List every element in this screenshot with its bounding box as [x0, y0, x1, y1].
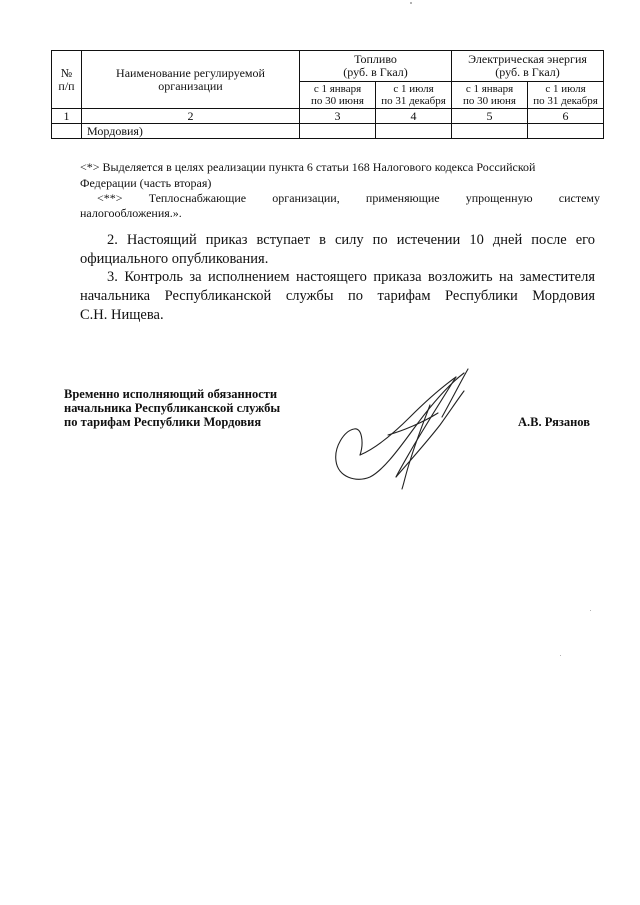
signatory-position-line: начальника Республиканской службы: [64, 401, 281, 415]
row-num-cell: [52, 124, 82, 139]
table-index-row: [52, 109, 604, 124]
signatory-position-line: по тарифам Республики Мордовия: [64, 415, 262, 429]
tariff-table: [51, 50, 604, 139]
table-row: [52, 124, 604, 139]
index-cell: 5: [452, 109, 528, 124]
row-value-cell: [452, 124, 528, 139]
index-cell: 1: [52, 109, 82, 124]
paragraph-2-line-2: официального опубликования.: [80, 251, 269, 267]
footnote-1-line-1: <*> Выделяется в целях реализации пункта 6 статьи 168 Налогового кодекса Российской: [80, 160, 536, 174]
row-name-cell: Мордовия): [82, 124, 300, 139]
index-cell: 3: [300, 109, 376, 124]
scan-speck: [560, 655, 561, 656]
header-period-elec-h2: с 1 июля по 31 декабря: [528, 82, 604, 109]
index-cell: 4: [376, 109, 452, 124]
footnote-1-line-2: Федерации (часть вторая): [80, 176, 212, 190]
row-value-cell: [376, 124, 452, 139]
signatory-name: А.В. Рязанов: [518, 415, 590, 429]
footnote-2-line-1: <**> Теплоснабжающие организации, применяющие упрощенную систему: [97, 191, 600, 205]
scan-speck: [590, 610, 591, 611]
scan-speck: [410, 2, 412, 4]
index-cell: 2: [82, 109, 300, 124]
header-fuel: Топливо (руб. в Гкал): [300, 51, 452, 82]
index-cell: 6: [528, 109, 604, 124]
header-electricity: Электрическая энергия (руб. в Гкал): [452, 51, 604, 82]
paragraph-3-line-2: начальника Республиканской службы по тарифам Республики Мордовия: [80, 288, 595, 304]
header-num: № п/п: [52, 51, 82, 109]
row-value-cell: [528, 124, 604, 139]
paragraph-3-line-3: С.Н. Нищева.: [80, 307, 164, 323]
row-value-cell: [300, 124, 376, 139]
handwritten-signature-icon: [330, 365, 480, 500]
signatory-position: [64, 387, 280, 429]
paragraph-3-line-1: 3. Контроль за исполнением настоящего приказа возложить на заместителя: [107, 269, 595, 285]
header-period-fuel-h2: с 1 июля по 31 декабря: [376, 82, 452, 109]
header-organization-name: Наименование регулируемой организации: [82, 51, 300, 109]
footnote-2-line-2: налогообложения.».: [80, 206, 182, 220]
signatory-position-line: Временно исполняющий обязанности: [64, 387, 278, 401]
header-period-fuel-h1: с 1 января по 30 июня: [300, 82, 376, 109]
paragraph-2-line-1: 2. Настоящий приказ вступает в силу по истечении 10 дней после его: [107, 232, 595, 248]
table-header-row: [52, 51, 604, 82]
header-period-elec-h1: с 1 января по 30 июня: [452, 82, 528, 109]
